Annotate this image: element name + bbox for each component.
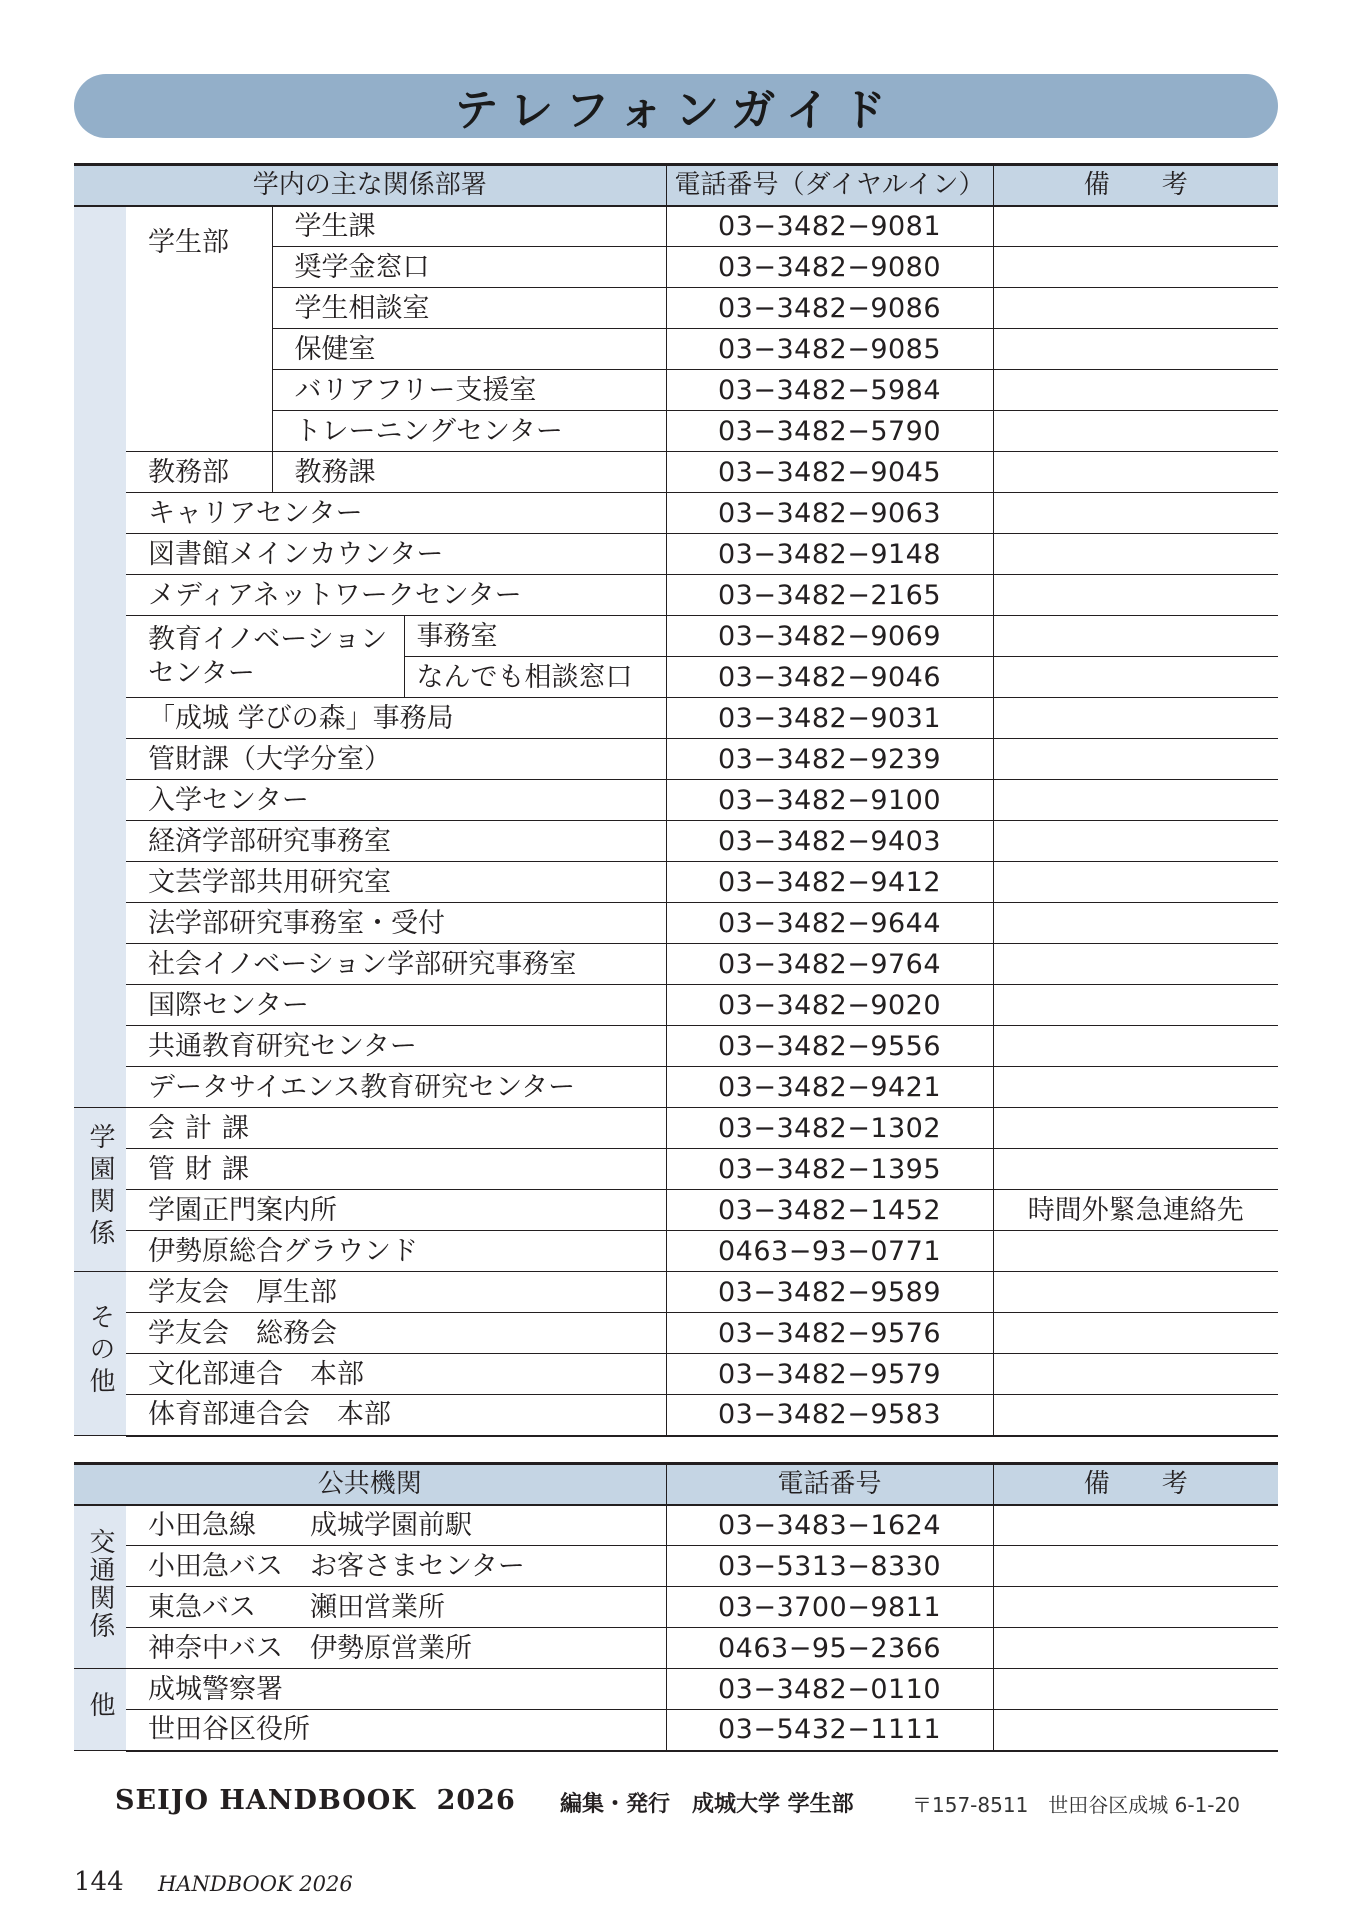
- note-cell: [993, 985, 1278, 1026]
- phone-header: 電話番号（ダイヤルイン）: [666, 165, 993, 206]
- table-header-row: [74, 1464, 1278, 1505]
- phone-number: 03−3482−2165: [666, 575, 993, 616]
- note-cell: [993, 1108, 1278, 1149]
- phone-number: 03−3482−9063: [666, 493, 993, 534]
- phone-number: 03−3482−9764: [666, 944, 993, 985]
- phone-number: 03−3482−5984: [666, 370, 993, 411]
- table-row: [74, 1505, 1278, 1546]
- table-row: [74, 1231, 1278, 1272]
- title-banner: [74, 74, 1278, 138]
- table-row: [74, 206, 1278, 247]
- note-cell: [993, 206, 1278, 247]
- table-row: [74, 1710, 1278, 1751]
- dept-name: なんでも相談窓口: [404, 657, 666, 698]
- phone-number: 03−3482−1302: [666, 1108, 993, 1149]
- phone-number: 03−3482−9086: [666, 288, 993, 329]
- phone-number: 03−3482−0110: [666, 1669, 993, 1710]
- phone-number: 03−3482−9644: [666, 903, 993, 944]
- note-cell: [993, 1231, 1278, 1272]
- phone-number: 03−3482−9403: [666, 821, 993, 862]
- dept-innovation: [126, 616, 404, 698]
- phone-number: 03−3482−9020: [666, 985, 993, 1026]
- page-title: テレフォンガイド: [454, 85, 898, 136]
- dept-name: 会計課: [126, 1108, 666, 1149]
- phone-number: 03−3482−9100: [666, 780, 993, 821]
- dept-innovation-line1: 教育イノベーション: [148, 623, 388, 655]
- note-cell: [993, 329, 1278, 370]
- group-label: その他: [85, 1303, 115, 1399]
- note-cell: [993, 1067, 1278, 1108]
- phone-number: 03−3482−9080: [666, 247, 993, 288]
- note-cell: [993, 370, 1278, 411]
- table-row: [74, 944, 1278, 985]
- phone-number: 03−3482−9589: [666, 1272, 993, 1313]
- note-header: 備 考: [993, 165, 1278, 206]
- group-public-other: [74, 1669, 126, 1751]
- dept-name: 法学部研究事務室・受付: [126, 903, 666, 944]
- note-cell: [993, 903, 1278, 944]
- table-row: [74, 1067, 1278, 1108]
- phone-number: 03−3482−9081: [666, 206, 993, 247]
- public-note-header: 備 考: [993, 1464, 1278, 1505]
- table-row: [74, 575, 1278, 616]
- note-cell: [993, 1546, 1278, 1587]
- note-cell: [993, 1710, 1278, 1751]
- dept-name: トレーニングセンター: [272, 411, 666, 452]
- note-cell: [993, 575, 1278, 616]
- note-cell: [993, 534, 1278, 575]
- agency-name: 小田急バス お客さまセンター: [126, 1546, 666, 1587]
- agency-name: 小田急線 成城学園前駅: [126, 1505, 666, 1546]
- table-row: [74, 1026, 1278, 1067]
- table-row: [74, 862, 1278, 903]
- phone-number: 03−3482−9576: [666, 1313, 993, 1354]
- internal-phone-table: [74, 163, 1278, 1437]
- phone-number: 03−3482−9069: [666, 616, 993, 657]
- phone-number: 03−3482−9583: [666, 1395, 993, 1436]
- phone-number: 03−5313−8330: [666, 1546, 993, 1587]
- table-row: [74, 903, 1278, 944]
- dept-name: 学園正門案内所: [126, 1190, 666, 1231]
- dept-name: 学生相談室: [272, 288, 666, 329]
- dept-name: 国際センター: [126, 985, 666, 1026]
- note-cell: [993, 1505, 1278, 1546]
- agency-name: 成城警察署: [126, 1669, 666, 1710]
- table-row: [74, 616, 1278, 657]
- note-cell: [993, 1026, 1278, 1067]
- phone-number: 03−3700−9811: [666, 1587, 993, 1628]
- note-cell: [993, 698, 1278, 739]
- dept-name: 奨学金窓口: [272, 247, 666, 288]
- dept-name: 学友会 総務会: [126, 1313, 666, 1354]
- dept-name: 共通教育研究センター: [126, 1026, 666, 1067]
- table-row: [74, 1669, 1278, 1710]
- dept-name: 保健室: [272, 329, 666, 370]
- dept-name: 教務課: [272, 452, 666, 493]
- group-label: 学園関係: [85, 1123, 115, 1251]
- note-cell: [993, 288, 1278, 329]
- table-row: [74, 493, 1278, 534]
- table-row: [74, 534, 1278, 575]
- dept-gakuseibu: 学生部: [126, 206, 272, 452]
- note-cell: [993, 1669, 1278, 1710]
- note-cell: [993, 1272, 1278, 1313]
- phone-number: 03−3482−1395: [666, 1149, 993, 1190]
- group-gakuen: [74, 1108, 126, 1272]
- phone-number: 03−3482−9421: [666, 1067, 993, 1108]
- phone-number: 03−3482−1452: [666, 1190, 993, 1231]
- table-row: [74, 1149, 1278, 1190]
- table-row: [74, 821, 1278, 862]
- table-row: [74, 1108, 1278, 1149]
- group-label: 交通関係: [85, 1528, 115, 1641]
- phone-number: 03−5432−1111: [666, 1710, 993, 1751]
- phone-number: 03−3482−9239: [666, 739, 993, 780]
- phone-number: 0463−93−0771: [666, 1231, 993, 1272]
- table-row: [74, 1190, 1278, 1231]
- running-title: HANDBOOK 2026: [158, 1872, 353, 1896]
- note-cell: [993, 821, 1278, 862]
- table-row: [74, 452, 1278, 493]
- table-row: [74, 739, 1278, 780]
- phone-number: 03−3482−9556: [666, 1026, 993, 1067]
- phone-number: 03−3482−9031: [666, 698, 993, 739]
- table-row: [74, 1628, 1278, 1669]
- dept-name: キャリアセンター: [126, 493, 666, 534]
- phone-number: 03−3482−9046: [666, 657, 993, 698]
- agency-name: 神奈中バス 伊勢原営業所: [126, 1628, 666, 1669]
- public-phone-table: [74, 1462, 1278, 1752]
- public-phone-header: 電話番号: [666, 1464, 993, 1505]
- dept-name: 管財課（大学分室）: [126, 739, 666, 780]
- note-cell: [993, 780, 1278, 821]
- agency-name: 東急バス 瀬田営業所: [126, 1587, 666, 1628]
- dept-name: 学生課: [272, 206, 666, 247]
- dept-name: データサイエンス教育研究センター: [126, 1067, 666, 1108]
- note-cell: [993, 247, 1278, 288]
- group-other: [74, 1272, 126, 1436]
- note-cell: [993, 452, 1278, 493]
- phone-number: 03−3482−9579: [666, 1354, 993, 1395]
- address: 〒157-8511 世田谷区成城 6-1-20: [912, 1793, 1240, 1817]
- dept-name: 図書館メインカウンター: [126, 534, 666, 575]
- note-cell: [993, 1354, 1278, 1395]
- dept-header: 学内の主な関係部署: [74, 165, 666, 206]
- table-row: [74, 1313, 1278, 1354]
- table-row: [74, 1354, 1278, 1395]
- public-dept-header: 公共機関: [74, 1464, 666, 1505]
- publisher: 編集・発行 成城大学 学生部: [560, 1792, 854, 1817]
- dept-name: 入学センター: [126, 780, 666, 821]
- dept-name: 伊勢原総合グラウンド: [126, 1231, 666, 1272]
- table-row: [74, 1272, 1278, 1313]
- phone-number: 03−3482−9412: [666, 862, 993, 903]
- phone-number: 03−3482−9085: [666, 329, 993, 370]
- phone-number: 0463−95−2366: [666, 1628, 993, 1669]
- dept-innovation-line2: センター: [148, 657, 255, 689]
- note-cell: [993, 616, 1278, 657]
- dept-name: 「成城 学びの森」事務局: [126, 698, 666, 739]
- table-header-row: [74, 165, 1278, 206]
- dept-name: 社会イノベーション学部研究事務室: [126, 944, 666, 985]
- dept-kyomubu: 教務部: [126, 452, 272, 493]
- agency-name: 世田谷区役所: [126, 1710, 666, 1751]
- page-number: 144: [74, 1867, 124, 1897]
- phone-number: 03−3482−9148: [666, 534, 993, 575]
- note-cell: [993, 1628, 1278, 1669]
- table-row: [74, 1395, 1278, 1436]
- table-row: [74, 698, 1278, 739]
- dept-name: 文芸学部共用研究室: [126, 862, 666, 903]
- table-row: [74, 780, 1278, 821]
- dept-name: 文化部連合 本部: [126, 1354, 666, 1395]
- dept-name: 事務室: [404, 616, 666, 657]
- group-transport: [74, 1505, 126, 1669]
- dept-name: 経済学部研究事務室: [126, 821, 666, 862]
- note-cell: [993, 862, 1278, 903]
- note-cell: [993, 657, 1278, 698]
- phone-number: 03−3482−9045: [666, 452, 993, 493]
- phone-number: 03−3483−1624: [666, 1505, 993, 1546]
- handbook-title: SEIJO HANDBOOK 2026: [115, 1785, 516, 1816]
- note-cell: [993, 944, 1278, 985]
- dept-name: 体育部連合会 本部: [126, 1395, 666, 1436]
- note-cell: [993, 1395, 1278, 1436]
- note-cell: [993, 739, 1278, 780]
- dept-name: バリアフリー支援室: [272, 370, 666, 411]
- table-row: [74, 985, 1278, 1026]
- note-cell: [993, 1149, 1278, 1190]
- table-row: [74, 1546, 1278, 1587]
- dept-name: メディアネットワークセンター: [126, 575, 666, 616]
- dept-name: 学友会 厚生部: [126, 1272, 666, 1313]
- note-cell: [993, 1313, 1278, 1354]
- phone-number: 03−3482−5790: [666, 411, 993, 452]
- dept-name: 管財課: [126, 1149, 666, 1190]
- note-cell: [993, 1587, 1278, 1628]
- group-label: 他: [85, 1691, 115, 1723]
- group-cell-blank: [74, 206, 126, 1108]
- note-cell: 時間外緊急連絡先: [993, 1190, 1278, 1231]
- note-cell: [993, 411, 1278, 452]
- note-cell: [993, 493, 1278, 534]
- table-row: [74, 1587, 1278, 1628]
